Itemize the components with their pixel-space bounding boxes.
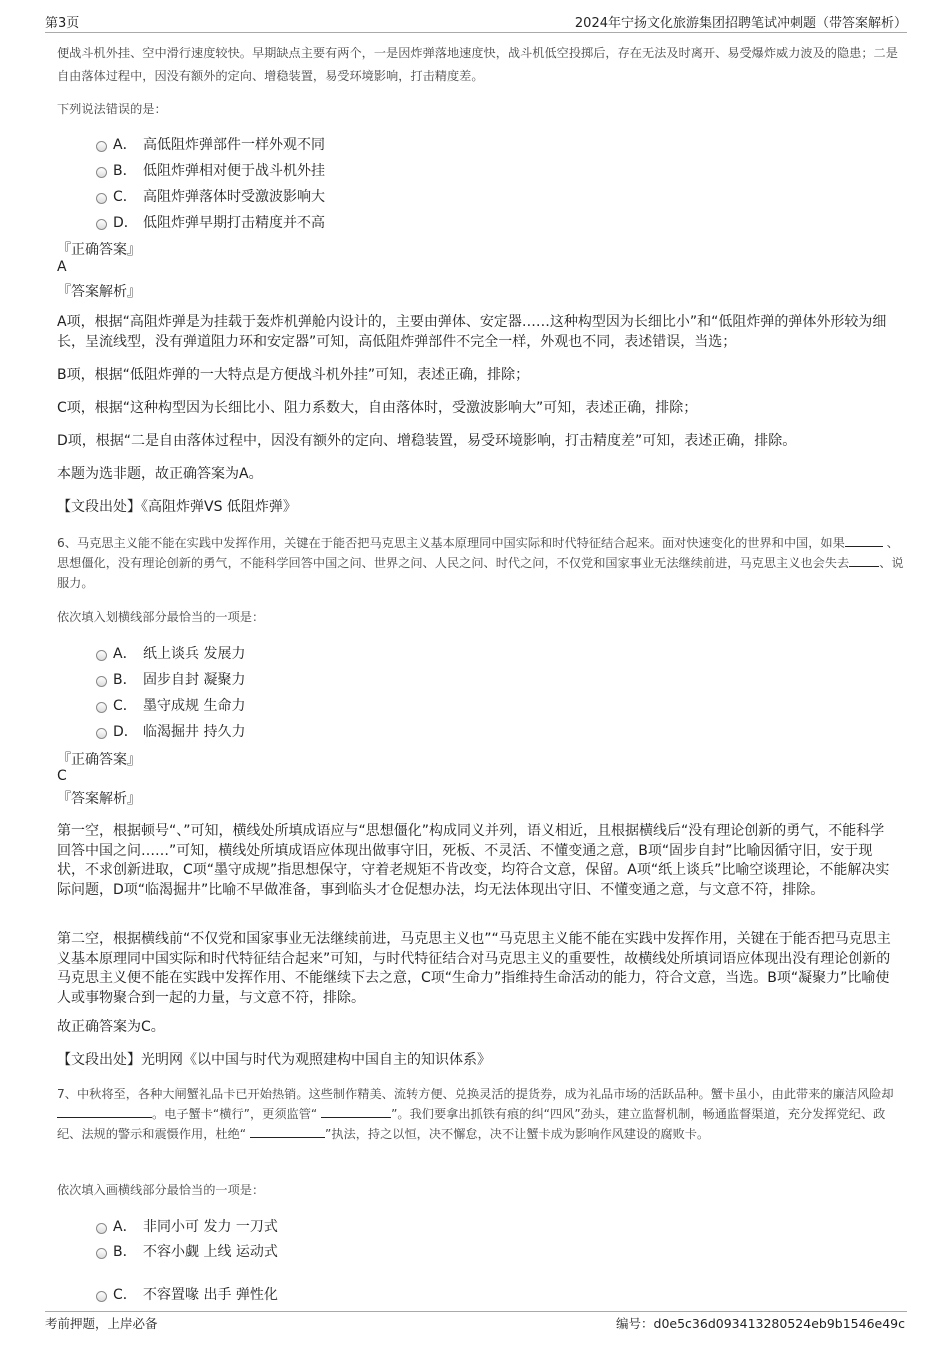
option-b[interactable]: B． 低阻炸弹相对便于战斗机外挂 (96, 160, 325, 180)
footer-divider (45, 1311, 907, 1312)
analysis-paragraph: A项，根据“高阻炸弹是为挂载于轰炸机弹舱内设计的，主要由弹体、安定器……这种构型因为长细比小”和“低阻炸弹的弹体外形较为细长，呈流线型，没有弹道阻力环和安定器”可知，高低阻炸弹部件不完全一样，外观也不同，表述错误，当选； (57, 314, 887, 350)
question-stem: 6、马克思主义能不能在实践中发挥作用，关键在于能否把马克思主义基本原理同中国实际和时代特征结合起来。面对快速变化的世界和中国，如果 、思想僵化，没有理论创新的勇气，不能科学回答中国之问、世界之问、人民之问、时代之问，不仅党和国家事业无法继续前进，马克思主义也会失去 、说服力。 (57, 536, 904, 590)
question-prompt: 下列说法错误的是： (57, 102, 167, 116)
option-b[interactable]: B． 固步自封 凝聚力 (96, 669, 245, 689)
document-id: 编号：d0e5c36d093413280524eb9b1546e49c (616, 1316, 905, 1331)
answer-label: 『正确答案』 (57, 752, 141, 768)
radio-icon[interactable] (96, 141, 107, 152)
source-citation: 【文段出处】《高阻炸弹VS 低阻炸弹》 (57, 499, 297, 515)
option-d[interactable]: D． 低阻炸弹早期打击精度并不高 (96, 212, 325, 232)
radio-icon[interactable] (96, 702, 107, 713)
analysis-label: 『答案解析』 (57, 791, 141, 807)
analysis-paragraph: 第二空，根据横线前“不仅党和国家事业无法继续前进，马克思主义也”“马克思主义能不能在实践中发挥作用，关键在于能否把马克思主义基本原理同中国实际和时代特征结合起来”可知，与时代特征结合对马克思主义的重要性，故横线处所填词语应体现出没有理论创新的马克思主义便不能在实践中发挥作用、不能继续下去之意，C项“生命力”指维持生命活动的能力，符合文意，当选。B项“凝聚力”比喻使人或事物聚合到一起的力量，与文意不符，排除。 (57, 931, 891, 1006)
source-citation: 【文段出处】光明网《以中国与时代为观照建构中国自主的知识体系》 (57, 1052, 491, 1068)
option-c[interactable]: C． 不容置喙 出手 弹性化 (96, 1284, 278, 1304)
blank (849, 554, 879, 567)
blank (845, 534, 883, 547)
radio-icon[interactable] (96, 728, 107, 739)
option-a[interactable]: A． 高低阻炸弹部件一样外观不同 (96, 134, 325, 154)
option-a[interactable]: A． 纸上谈兵 发展力 (96, 643, 245, 663)
question-prompt: 依次填入划横线部分最恰当的一项是： (57, 610, 265, 624)
radio-icon[interactable] (96, 1248, 107, 1259)
answer-value: C (57, 768, 67, 784)
analysis-paragraph: B项，根据“低阻炸弹的一大特点是方便战斗机外挂”可知，表述正确，排除； (57, 367, 530, 383)
analysis-conclusion: 故正确答案为C。 (57, 1019, 165, 1035)
document-title: 2024年宁扬文化旅游集团招聘笔试冲刺题（带答案解析） (574, 16, 907, 31)
question-stem: 7、中秋将至，各种大闸蟹礼品卡已开始热销。这些制作精美、流转方便、兑换灵活的提货券，成为礼品市场的活跃品种。蟹卡虽小，由此带来的廉洁风险却 。电子蟹卡“横行”，更须监管“ ”。我们要拿出抓铁有痕的纠“四风”劲头，建立监督机制，畅通监督渠道，充分发挥党纪、政纪、法规的警示和震慑作用，杜绝“ ”执法，持之以恒，决不懈怠，决不让蟹卡成为影响作风建设的腐败卡。 (57, 1087, 894, 1141)
radio-icon[interactable] (96, 1223, 107, 1234)
analysis-conclusion: 本题为选非题，故正确答案为A。 (57, 466, 263, 482)
radio-icon[interactable] (96, 1291, 107, 1302)
answer-value: A (57, 259, 67, 275)
footer-slogan: 考前押题，上岸必备 (45, 1316, 158, 1331)
answer-label: 『正确答案』 (57, 242, 141, 258)
option-b[interactable]: B． 不容小觑 上线 运动式 (96, 1241, 278, 1261)
radio-icon[interactable] (96, 219, 107, 230)
question-context: 便战斗机外挂、空中滑行速度较快。早期缺点主要有两个，一是因炸弹落地速度快，战斗机低空投掷后，存在无法及时离开、易受爆炸威力波及的隐患；二是自由落体过程中，因没有额外的定向、增稳装置，易受环境影响，打击精度差。 (57, 46, 898, 83)
analysis-paragraph: 第一空，根据顿号“、”可知，横线处所填成语应与“思想僵化”构成同义并列，语义相近，且根据横线后“没有理论创新的勇气，不能科学回答中国之问……”可知，横线处所填成语应体现出做事守旧，死板、不灵活、不懂变通之意，B项“固步自封”比喻因循守旧，安于现状，不求创新进取，C项“墨守成规”指思想保守，守着老规矩不肯改变，均符合文意，保留。A项“纸上谈兵”比喻空谈理论，不能解决实际问题，D项“临渴掘井”比喻不早做准备，事到临头才仓促想办法，均无法体现出守旧、不懂变通之意，与文意不符，排除。 (57, 823, 890, 898)
blank (250, 1125, 325, 1138)
header-divider (45, 32, 907, 33)
option-d[interactable]: D． 临渴掘井 持久力 (96, 721, 245, 741)
option-c[interactable]: C． 高阻炸弹落体时受激波影响大 (96, 186, 325, 206)
analysis-paragraph: C项，根据“这种构型因为长细比小、阻力系数大，自由落体时，受激波影响大”可知，表述正确，排除； (57, 400, 698, 416)
analysis-paragraph: D项，根据“二是自由落体过程中，因没有额外的定向、增稳装置，易受环境影响，打击精度差”可知，表述正确，排除。 (57, 433, 797, 449)
option-c[interactable]: C． 墨守成规 生命力 (96, 695, 245, 715)
question-prompt: 依次填入画横线部分最恰当的一项是： (57, 1183, 265, 1197)
analysis-label: 『答案解析』 (57, 284, 141, 300)
radio-icon[interactable] (96, 676, 107, 687)
option-a[interactable]: A． 非同小可 发力 一刀式 (96, 1216, 278, 1236)
radio-icon[interactable] (96, 650, 107, 661)
radio-icon[interactable] (96, 167, 107, 178)
radio-icon[interactable] (96, 193, 107, 204)
blank (321, 1105, 391, 1118)
page-number: 第3页 (45, 16, 80, 31)
blank (57, 1105, 152, 1118)
